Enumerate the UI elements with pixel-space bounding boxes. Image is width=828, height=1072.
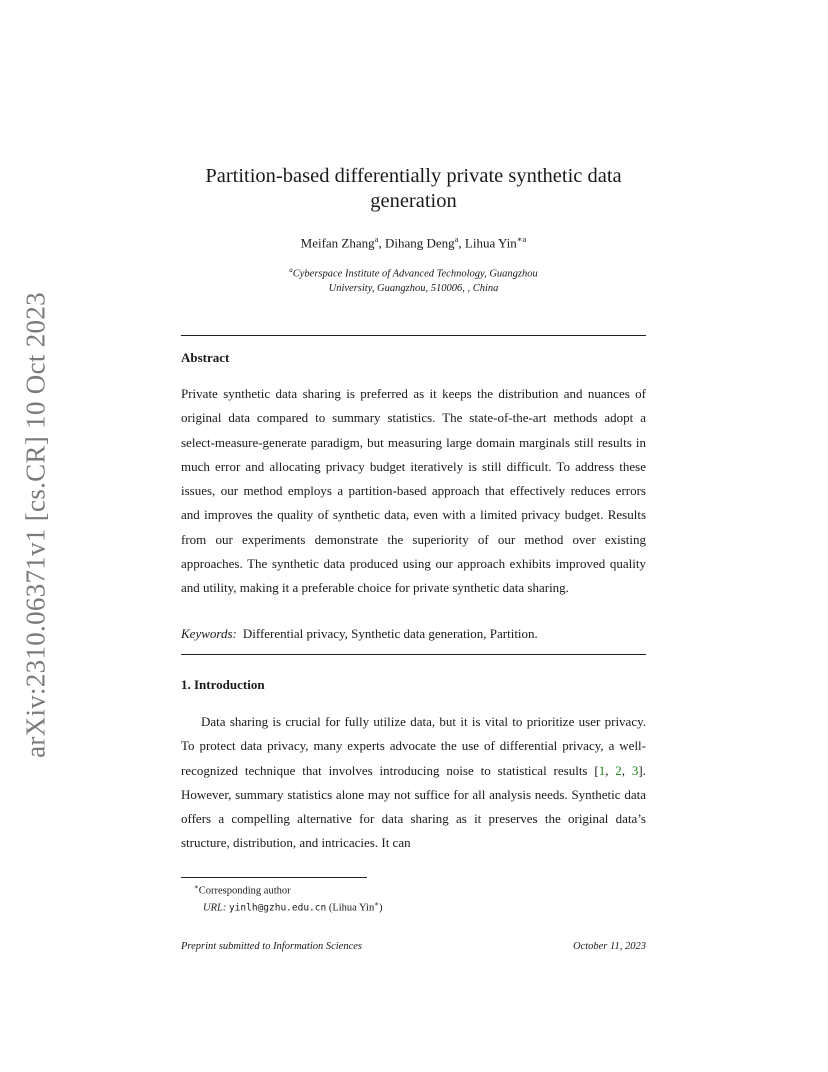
section-heading-introduction: 1. Introduction — [181, 677, 265, 692]
footnote — [181, 881, 646, 915]
author-name: Lihua Yin — [464, 235, 517, 251]
author-mark: a — [454, 234, 459, 244]
footnote-mark: ∗ — [194, 883, 199, 891]
affiliation — [181, 263, 646, 296]
preprint-date: October 11, 2023 — [572, 941, 646, 952]
introduction-paragraph: Data sharing is crucial for fully utilize data, but it is vital to prioritize user privacy. To protect data privacy, many experts advocate the use of differential privacy, a well-recognized technique that involves introducing noise to statistical results [1, 2, 3]. However, summary statistics alone may not suffice for all analysis needs. Synthetic data offers a compelling alternative for data sharing as it preserves the original data’s structure, distribution, and intricacies. It can — [181, 714, 646, 851]
url-label: URL: — [203, 902, 227, 914]
abstract-bottom-rule — [181, 654, 646, 655]
title-line-2: generation — [370, 190, 457, 212]
affiliation-line-1: Cyberspace Institute of Advanced Technology, Guangzhou — [292, 268, 538, 280]
abstract-heading: Abstract — [181, 350, 230, 365]
author-mark: a — [374, 234, 379, 244]
title-line-1: Partition-based differentially private synthetic data — [205, 165, 622, 187]
footnote-rule — [181, 877, 367, 878]
author-name: Meifan Zhang — [300, 235, 375, 251]
citation-link[interactable]: 3 — [631, 762, 639, 778]
keywords — [181, 626, 646, 642]
owner-close: ) — [379, 902, 383, 914]
citation-link[interactable]: 1 — [598, 762, 606, 778]
author-mark: ∗a — [516, 234, 527, 244]
preprint-note: Preprint submitted to Information Sciences — [181, 941, 363, 952]
arxiv-identifier: arXiv:2310.06371v1 [cs.CR] 10 Oct 2023 — [20, 292, 51, 758]
keywords-label: Keywords: — [181, 626, 237, 641]
paper-title — [181, 164, 646, 214]
affiliation-mark: a — [289, 266, 293, 274]
citation-link[interactable]: 2 — [615, 762, 622, 778]
owner-mark: ∗ — [374, 900, 379, 908]
email-owner: (Lihua Yin — [328, 902, 375, 914]
author-list: Meifan Zhang$^a$, Dihang Deng$^a$, Lihua Yin$^{∗a}$ — [300, 234, 527, 251]
abstract-top-rule — [181, 335, 646, 336]
keywords-list: Differential privacy, Synthetic data generation, Partition. — [242, 626, 538, 641]
intro-text-part-1: Data sharing is crucial for fully utilize data, but it is vital to prioritize user privacy. To protect data privacy, many experts advocate the use of differential privacy, a well-recognized technique that involves introducing noise to statistical results [ — [181, 714, 646, 778]
affiliation-line-2: University, Guangzhou, 510006, , China — [328, 282, 499, 294]
intro-text-part-2: ]. However, summary statistics alone may not suffice for all analysis needs. Synthetic data offers a compelling alternative for data sharing as it preserves the original data’s structure, distribution, and intricacies. It can — [181, 762, 646, 851]
author-email[interactable]: yinlh@gzhu.edu.cn — [228, 902, 327, 914]
footnote-label: Corresponding author — [198, 885, 291, 897]
author-name: Dihang Deng — [384, 235, 455, 251]
abstract-text: Private synthetic data sharing is preferred as it keeps the distribution and nuances of original data compared to summary statistics. The state-of-the-art methods adopt a select-measure-generate paradigm, but measuring large domain marginals still results in much error and allocating privacy budget iteratively is still difficult. To address these issues, our method employs a partition-based approach that effectively reduces errors and improves the quality of synthetic data, even with a limited privacy budget. Results from our experiments demonstrate the superiority of our method over existing approaches. The synthetic data produced using our approach exhibits improved quality and utility, making it a preferable choice for private synthetic data sharing. — [181, 386, 646, 596]
